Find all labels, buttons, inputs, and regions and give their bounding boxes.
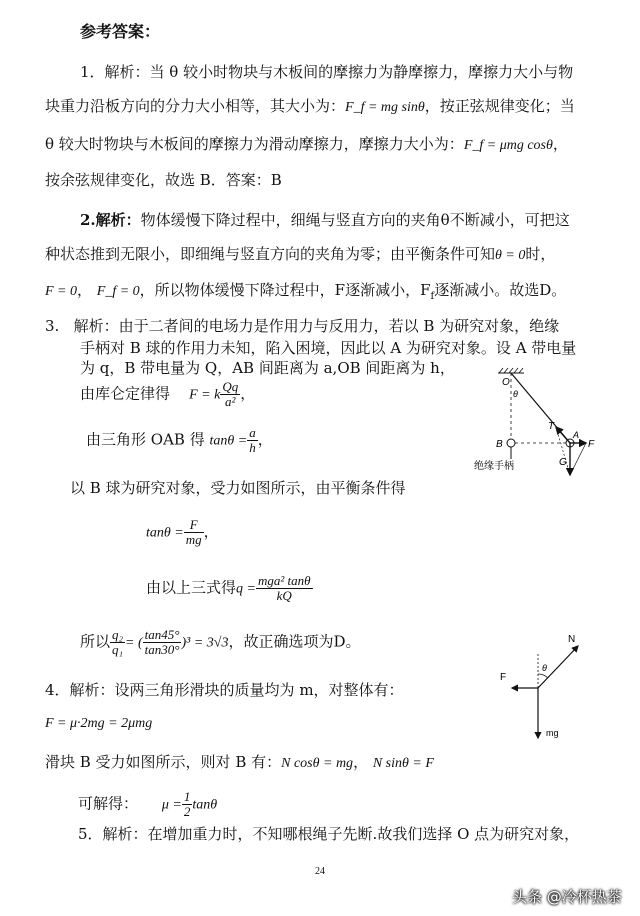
s1-text: 块重力沿板方向的分力大小相等，其大小为：	[45, 97, 346, 115]
label-handle: 绝缘手柄	[474, 461, 514, 472]
label-o: O	[502, 377, 510, 388]
s3-line4: 由库仑定律得 F = k $\frac{Qq}{\text{a²}}$ ，	[80, 379, 256, 409]
s1-line4: 按余弦规律变化，故选 B．答案：B	[45, 171, 282, 189]
frac-den: mg	[185, 532, 202, 547]
frac-den: kQ	[276, 588, 292, 603]
figure-slider-forces	[496, 628, 596, 743]
frac-den: tan30°	[144, 642, 180, 657]
s3-eq-ratio-frac	[110, 628, 125, 657]
s4-eq-whole: F = μ·2mg = 2μmg	[45, 716, 153, 731]
s3-line2: 手柄对 B 球的作用力未知，陷入困境，因此以 A 为研究对象。设 A 带电量	[80, 339, 577, 357]
s4-eq-nsin: N sinθ = F	[372, 756, 434, 771]
s3-line5: 由三角形 OAB 得 tanθ = $\frac{a}{h}$ ，	[86, 425, 273, 455]
s4-line2: 滑块 B 受力如图所示，则对 B 有：N cosθ = mg， N sinθ = F	[45, 753, 434, 771]
s3-line8	[80, 628, 361, 657]
frac-den: q₁	[112, 642, 124, 657]
s2-text: 物体缓慢下降过程中，细绳与竖直方向的夹角θ不断减小，可把这	[140, 211, 570, 229]
s2-line2	[45, 244, 555, 266]
s1-line1: 1．解析：当 θ 较小时物块与木板间的摩擦力为静摩擦力，摩擦力大小与物	[80, 63, 574, 81]
figure-charged-balls	[468, 365, 598, 485]
s2-sub: f	[430, 291, 435, 302]
s3-text: 由库仑定律得	[80, 384, 171, 403]
s4-line1: 4．解析：设两三角形滑块的质量均为 m，对整体有：	[45, 681, 404, 699]
s4-text: 可解得：	[78, 794, 139, 813]
s3-text: 解析：由于二者间的电场力是作用力与反用力，若以 B 为研究对象，绝缘	[73, 317, 560, 335]
label-n: N	[568, 634, 576, 645]
s3-eq-balance: tanθ = $\frac{F}{mg}$ ，	[146, 517, 219, 547]
s3-text: 由三角形 OAB 得	[86, 430, 205, 449]
s4-eq-ncos: N cosθ = mg	[281, 756, 354, 771]
s3-eq-tan-lhs: tanθ =	[209, 433, 248, 449]
page-number: 24	[315, 866, 325, 877]
s3-text: 所以	[80, 632, 111, 651]
label-theta: θ	[542, 663, 547, 673]
frac-num: a	[249, 425, 256, 440]
label-mg: mg	[546, 728, 559, 738]
s5-line1: 5．解析：在增加重力时，不知哪根绳子先断.故我们选择 O 点为研究对象，	[78, 825, 580, 843]
s3-eq-coulomb-frac	[220, 380, 240, 409]
frac-num: 1	[183, 789, 191, 804]
label-theta: θ	[513, 389, 518, 399]
s2-text: 逐渐减小。故选D。	[434, 281, 567, 299]
s3-line3: 为 q，B 带电量为 Q，AB 间距离为 a,OB 间距离为 h，	[80, 359, 455, 377]
s3-line1	[45, 316, 559, 336]
s2-eq-theta: θ = 0	[495, 248, 526, 263]
s2-eq-f: F = 0	[45, 284, 77, 299]
label-t: T	[548, 421, 555, 432]
label-f: F	[500, 672, 507, 683]
s3-eq-tan-frac	[247, 426, 258, 455]
s3-text: 由以上三式得	[146, 578, 237, 597]
s2-text: 时，	[525, 245, 556, 263]
frac-num: q₂	[112, 627, 124, 642]
s2-text: 种状态推到无限小，即细绳与竖直方向的夹角为零；由平衡条件可知	[45, 245, 496, 263]
s2-eq-ff: F_f = 0	[96, 284, 140, 299]
frac-den: a²	[225, 394, 236, 409]
frac-den: 2	[183, 804, 191, 819]
s2-line1	[80, 210, 570, 230]
s3-eq-bal-frac	[184, 518, 204, 547]
s4-text: 滑块 B 受力如图所示，则对 B 有：	[45, 753, 282, 771]
s3-eq-ratio-mid: = (	[125, 635, 143, 651]
s2-text: ，所以物体缓慢下降过程中，F逐渐减小，F	[139, 281, 431, 299]
s1-eq-sliding-friction: F_f = μmg cosθ	[463, 138, 553, 153]
s4-eq-mu-frac	[182, 790, 193, 819]
s1-line3	[45, 134, 568, 156]
resultant-line	[570, 443, 586, 475]
s3-line6: 以 B 球为研究对象，受力如图所示，由平衡条件得	[70, 479, 406, 497]
frac-num: mga² tanθ	[257, 573, 311, 588]
frac-num: Qq	[222, 379, 239, 394]
s1-text: ，	[552, 135, 568, 153]
frac-num: tan45°	[144, 627, 180, 642]
s2-line3: F = 0， F_f = 0，所以物体缓慢下降过程中，F逐渐减小，$F_f$逐渐减小。故选D。	[45, 281, 567, 302]
frac-num: F	[184, 518, 204, 533]
s3-eq-tan-ratio-frac	[143, 628, 182, 657]
s4-eq-mu-lhs: μ =	[161, 797, 182, 813]
s3-eq-bal-lhs: tanθ =	[146, 525, 184, 541]
s1-line2	[45, 96, 575, 118]
s4-line3	[78, 790, 217, 819]
s1-text: ，按正弦规律变化；当	[424, 97, 575, 115]
s2-label: 2.解析：	[80, 211, 141, 229]
s3-eq-coulomb-lhs: F = k	[189, 387, 221, 403]
theta-arc	[538, 674, 548, 678]
s3-eq-q-frac	[256, 574, 313, 603]
label-f: F	[588, 439, 595, 450]
s1-eq-static-friction: F_f = mg sinθ	[345, 100, 425, 115]
s3-text: ，故正确选项为D。	[228, 632, 361, 651]
ceiling-hatch	[499, 368, 523, 373]
frac-den: h	[249, 440, 256, 455]
s3-eq-q-lhs: q =	[236, 581, 256, 597]
s1-text: θ 较大时物块与木板间的摩擦力为滑动摩擦力，摩擦力大小为：	[45, 135, 464, 153]
label-a: A	[573, 430, 580, 440]
label-b: B	[496, 439, 503, 450]
s3-line7	[146, 574, 313, 603]
label-g: G	[559, 457, 567, 468]
answer-heading: 参考答案：	[80, 22, 161, 41]
watermark: 头条 @冷杯热茶	[512, 888, 622, 906]
s4-eq-mu-rhs: tanθ	[192, 797, 218, 813]
ball-b	[507, 439, 515, 447]
s3-label: 3.	[45, 317, 60, 335]
s3-eq-ratio-end: )³ = 3√3	[181, 635, 229, 651]
